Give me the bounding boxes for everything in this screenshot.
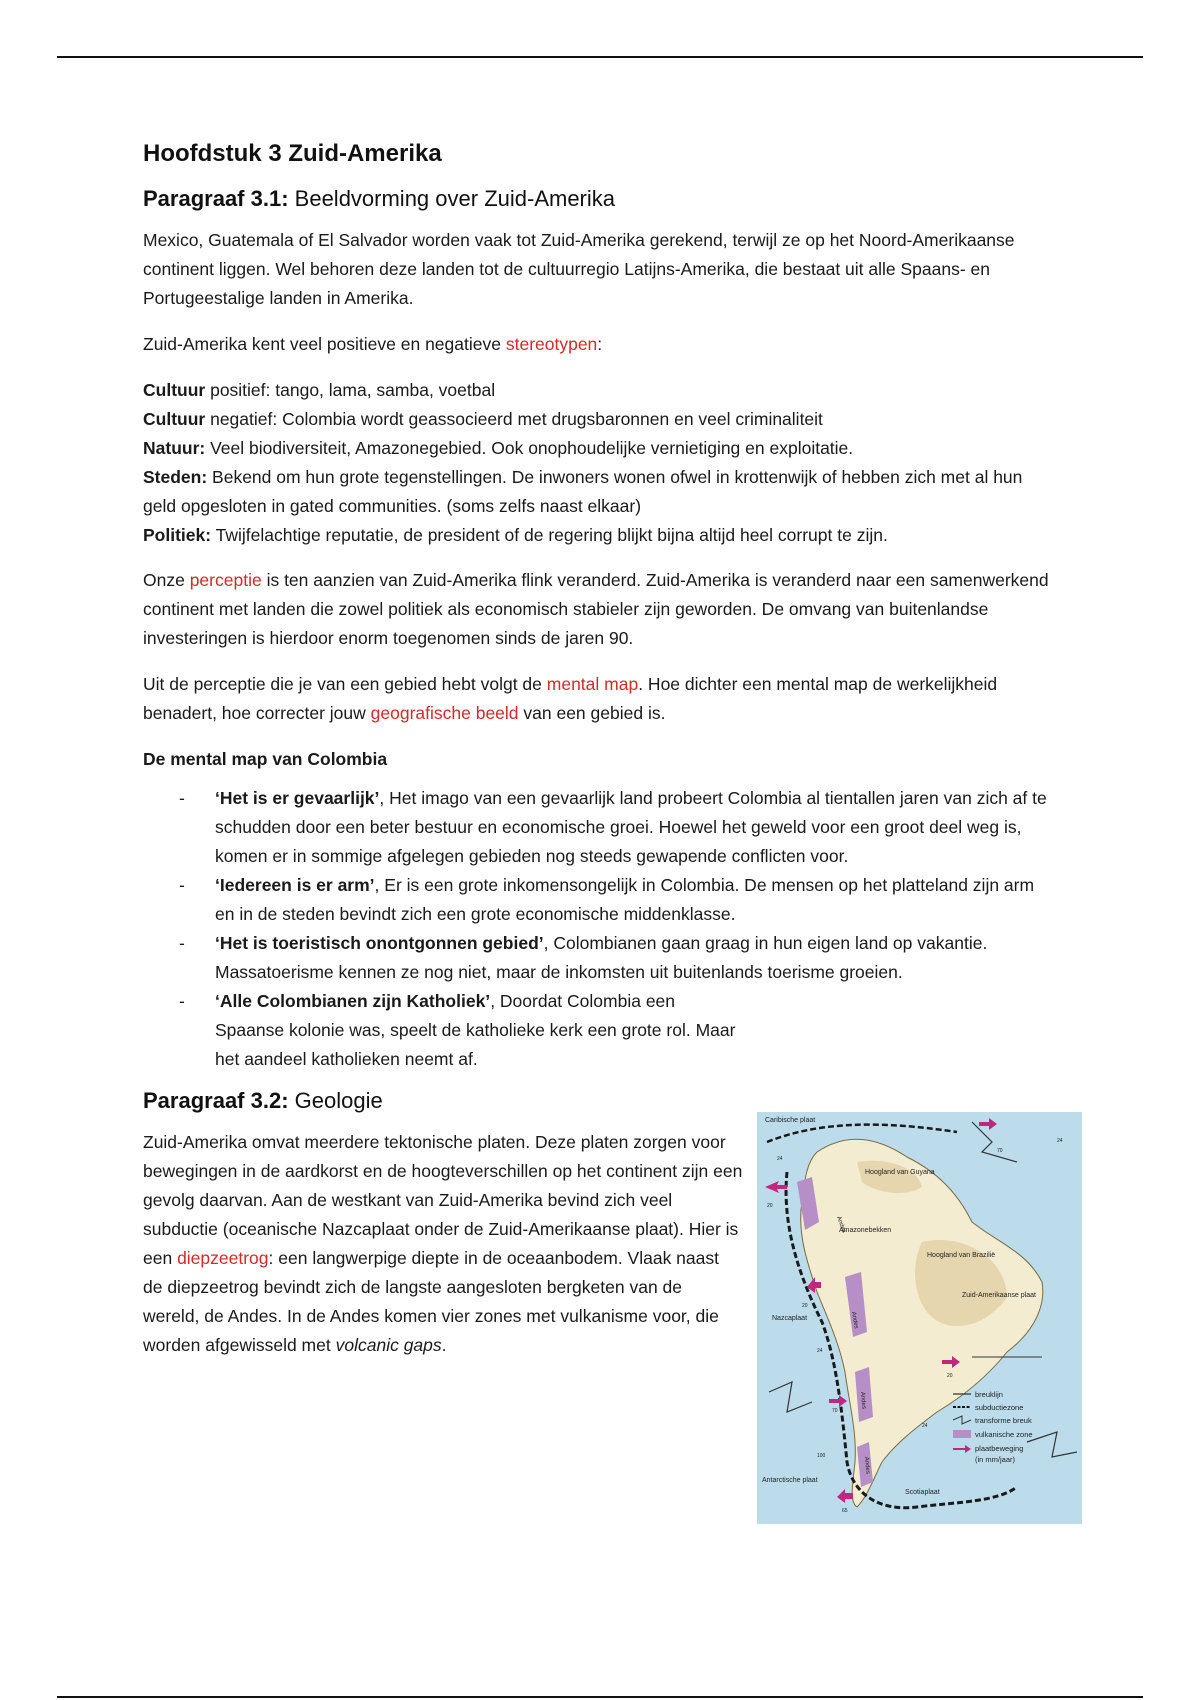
colombia-heading: De mental map van Colombia: [143, 749, 388, 769]
section-heading-3-1: [143, 186, 1058, 212]
text-run: Zuid-Amerika kent veel positieve en negatieve: [143, 334, 506, 354]
bullet-text: , Doordat Colombia een Spaanse kolonie was, speelt de katholieke kerk een grote rol. Maar het aandeel katholieken neemt af.: [215, 991, 736, 1069]
stereotype-item: [143, 405, 1058, 434]
rate-label: 65: [842, 1508, 848, 1514]
stereotype-item: [143, 434, 1058, 463]
text-run: : een langwerpige diepte in de oceaanbodem. Vlaak naast de diepzeetrog bevindt zich de langste aangesloten bergketen van de wereld, de Andes. In de Andes komen vier zones met vulkanisme voor, die worden afgewisseld met: [143, 1248, 719, 1355]
term-perceptie: perceptie: [189, 570, 262, 590]
item-text: Veel biodiversiteit, Amazonegebied. Ook onophoudelijke vernietiging en exploitatie.: [205, 438, 854, 458]
perception-paragraph: [143, 566, 1058, 653]
text-run: Onze: [143, 570, 190, 590]
item-text: Bekend om hun grote tegenstellingen. De inwoners wonen ofwel in krottenwijk of hebben zich met al hun geld opgesloten in gated communities. (soms zelfs naast elkaar): [143, 467, 1023, 516]
legend-item: plaatbeweging: [975, 1444, 1024, 1453]
rate-label: 24: [1057, 1138, 1063, 1144]
list-item: [215, 871, 1058, 929]
stereotype-list: [143, 376, 1058, 550]
rate-label: 24: [922, 1423, 928, 1429]
stereotypes-intro: [143, 330, 1058, 359]
label-sa-plate: Zuid-Amerikaanse plaat: [962, 1292, 1036, 1299]
term-volcanic-gaps: volcanic gaps: [335, 1335, 442, 1355]
label-andes: Andes: [850, 1311, 859, 1330]
rate-label: 20: [802, 1303, 808, 1309]
section-title: Geologie: [294, 1088, 383, 1113]
stereotype-item: [143, 521, 1058, 550]
text-run: :: [597, 334, 603, 354]
mental-map-paragraph: [143, 670, 1058, 728]
list-item: [215, 784, 1058, 871]
tectonic-map: [757, 1112, 1082, 1524]
rate-label: 70: [997, 1148, 1003, 1154]
bullet-text: , Colombianen gaan graag in hun eigen land op vakantie. Massatoerisme kennen ze nog niet, maar de inkomsten uit buitenlands toerisme groeien.: [215, 933, 988, 982]
term-geografische-beeld: geografische beeld: [370, 703, 519, 723]
section-number: Paragraaf 3.1:: [143, 186, 289, 211]
rate-label: 100: [817, 1453, 826, 1459]
legend-item: transforme breuk: [975, 1416, 1032, 1425]
rate-label: 20: [767, 1203, 773, 1209]
text-run: van een gebied is.: [518, 703, 666, 723]
item-text: positief: tango, lama, samba, voetbal: [205, 380, 496, 400]
list-item: [215, 929, 1058, 987]
geology-paragraph: [143, 1128, 743, 1360]
bullet-title: ‘Het is toeristisch onontgonnen gebied’: [215, 933, 544, 953]
intro-paragraph: Mexico, Guatemala of El Salvador worden vaak tot Zuid-Amerika gerekend, terwijl ze op het Noord-Amerikaanse continent liggen. Wel behoren deze landen tot de cultuurregio Latijns-Amerika, die bestaat uit alle Spaans- en Portugeestalige landen in Amerika.: [143, 230, 1015, 308]
text-run: is ten aanzien van Zuid-Amerika flink veranderd. Zuid-Amerika is veranderd naar een samenwerkend continent met landen die zowel politiek als economisch stabieler zijn geworden. De omvang van buitenlandse investeringen is hierdoor enorm toegenomen sinds de jaren 90.: [143, 570, 1049, 648]
label-andes: Andes: [835, 1215, 847, 1234]
section-number: Paragraaf 3.2:: [143, 1088, 289, 1113]
term-mental-map: mental map: [546, 674, 639, 694]
item-label: Natuur:: [143, 438, 206, 458]
text-run: Uit de perceptie die je van een gebied hebt volgt de: [143, 674, 547, 694]
legend-item: vulkanische zone: [975, 1430, 1033, 1439]
legend-volcanic-swatch: [953, 1430, 971, 1438]
text-run: . Hoe dichter een mental map de werkelijkheid benadert, hoe correcter jouw: [143, 674, 998, 723]
rate-label: 24: [777, 1156, 783, 1162]
label-antarctic: Antarctische plaat: [762, 1477, 818, 1484]
label-amazon: Amazonebekken: [839, 1227, 892, 1234]
bullet-text: , Het imago van een gevaarlijk land probeert Colombia al tientallen jaren van zich af te schudden door een beter bestuur en economische groei. Hoewel het geweld voor een groot deel weg is, komen er in sommige afgelegen gebieden nog steeds gewapende conflicten voor.: [215, 788, 1047, 866]
colombia-list: [143, 784, 1058, 1074]
bullet-title: ‘Iedereen is er arm’: [215, 875, 375, 895]
list-item: [215, 987, 743, 1074]
top-rule: [57, 56, 1143, 58]
label-brazil: Hoogland van Brazilië: [927, 1252, 996, 1259]
chapter-title: Hoofdstuk 3 Zuid-Amerika: [143, 140, 442, 167]
stereotype-item: [143, 376, 1058, 405]
stereotype-item: [143, 463, 1058, 521]
label-scotia: Scotiaplaat: [905, 1489, 940, 1496]
label-andes: Andes: [863, 1456, 871, 1475]
term-diepzeetrog: diepzeetrog: [177, 1248, 269, 1268]
rate-label: 24: [817, 1348, 823, 1354]
item-label: Cultuur: [143, 380, 206, 400]
bottom-rule: [57, 1696, 1143, 1698]
text-run: .: [441, 1335, 447, 1355]
section-heading-3-2: [143, 1088, 1058, 1114]
section-title: Beeldvorming over Zuid-Amerika: [294, 186, 615, 211]
item-text: Twijfelachtige reputatie, de president of de regering blijkt bijna altijd heel corrupt te zijn.: [211, 525, 888, 545]
bullet-text: , Er is een grote inkomensongelijk in Colombia. De mensen op het platteland zijn arm en in de steden bevindt zich een grote economische middenklasse.: [215, 875, 1035, 924]
label-nazca: Nazcaplaat: [772, 1315, 808, 1322]
label-caribbean: Caribische plaat: [765, 1117, 816, 1124]
label-guyana: Hoogland van Guyana: [865, 1169, 935, 1176]
legend-item: breuklijn: [975, 1390, 1003, 1399]
label-andes: Andes: [859, 1391, 867, 1410]
item-text: negatief: Colombia wordt geassocieerd met drugsbaronnen en veel criminaliteit: [205, 409, 823, 429]
rate-label: 20: [947, 1373, 953, 1379]
item-label: Cultuur: [143, 409, 206, 429]
term-stereotypen: stereotypen: [505, 334, 598, 354]
item-label: Politiek:: [143, 525, 212, 545]
bullet-title: ‘Alle Colombianen zijn Katholiek’: [215, 991, 491, 1011]
legend-item: subductiezone: [975, 1403, 1024, 1412]
text-run: Zuid-Amerika omvat meerdere tektonische platen. Deze platen zorgen voor bewegingen in de aardkorst en de hoogteverschillen op het continent zijn een gevolg daarvan. Aan de westkant van Zuid-Amerika bevind zich veel subductie (oceanische Nazcaplaat onder de Zuid-Amerikaanse plaat). Hier is een: [143, 1132, 743, 1268]
rate-label: 70: [832, 1408, 838, 1414]
legend-item: (in mm/jaar): [975, 1455, 1016, 1464]
item-label: Steden:: [143, 467, 208, 487]
bullet-title: ‘Het is er gevaarlijk’: [215, 788, 380, 808]
